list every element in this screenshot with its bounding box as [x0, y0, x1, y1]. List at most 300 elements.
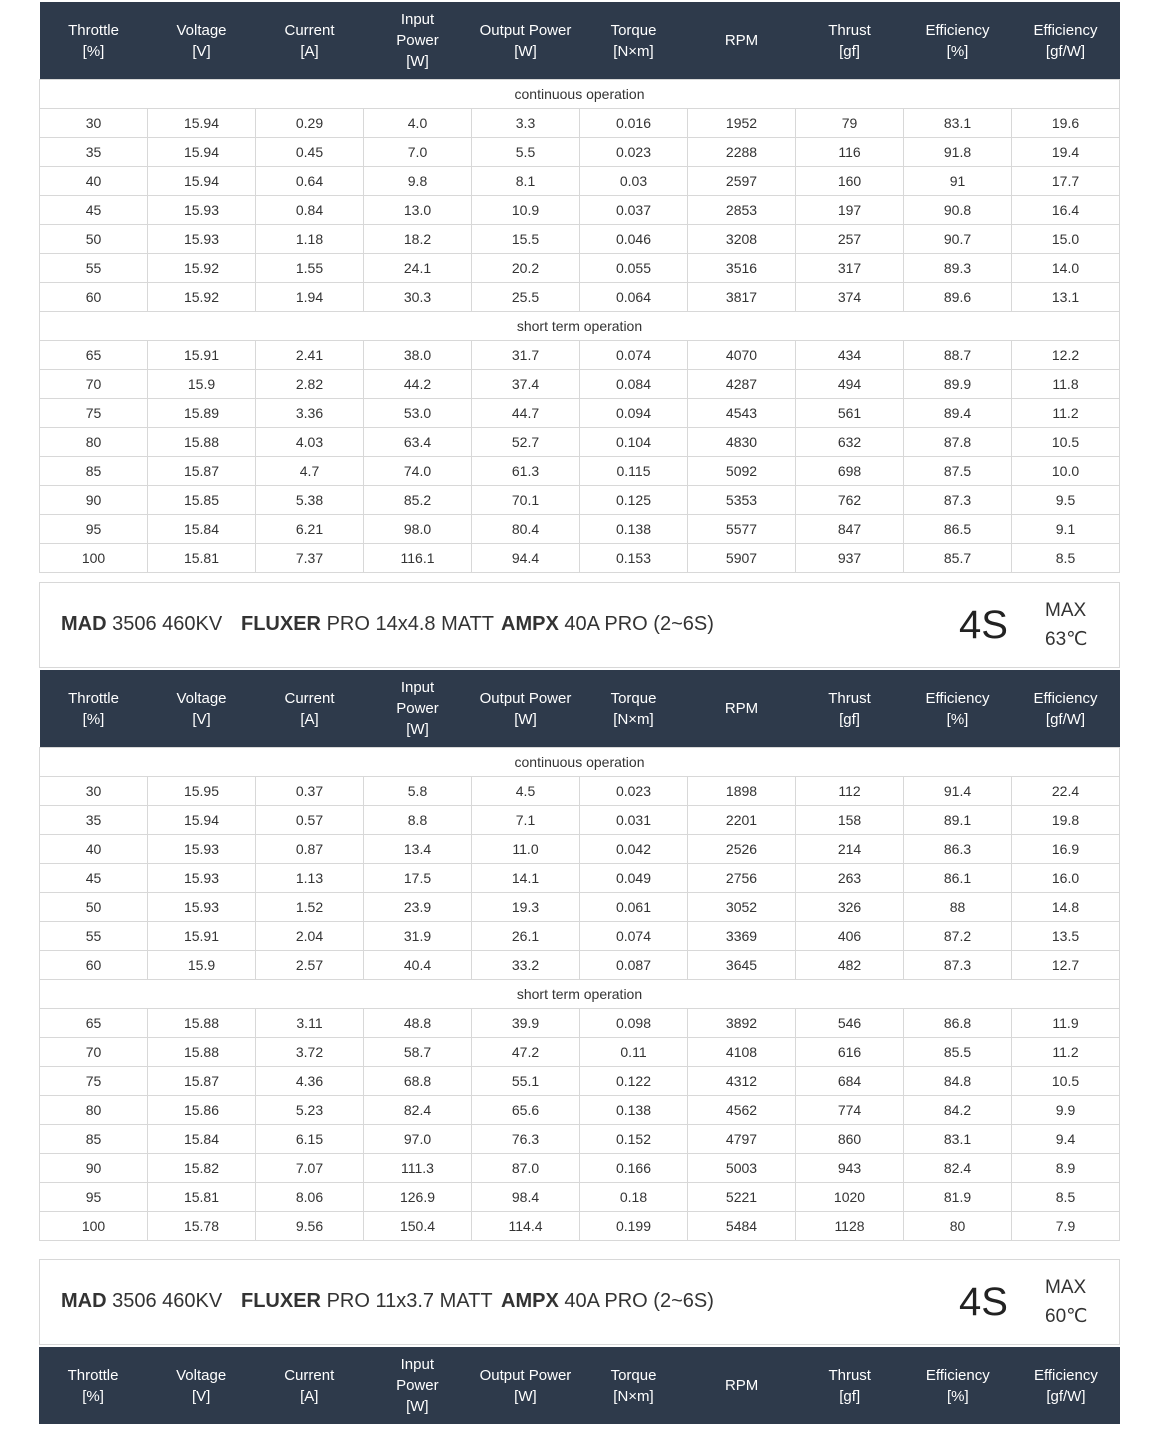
table-cell: 16.0	[1012, 864, 1120, 893]
section-row	[40, 748, 1120, 777]
table-cell: 5003	[688, 1154, 796, 1183]
table-cell: 5.5	[472, 138, 580, 167]
table-cell: 4.36	[256, 1067, 364, 1096]
table-cell: 0.074	[580, 922, 688, 951]
setup-banner-1	[39, 582, 1120, 668]
table-cell: 15.93	[148, 893, 256, 922]
prop-brand: FLUXER	[241, 1290, 321, 1312]
table-cell: 860	[796, 1125, 904, 1154]
table-cell: 90	[40, 1154, 148, 1183]
table-cell: 70.1	[472, 486, 580, 515]
table-cell: 47.2	[472, 1038, 580, 1067]
table-cell: 86.1	[904, 864, 1012, 893]
table-cell: 9.5	[1012, 486, 1120, 515]
table-cell: 0.084	[580, 370, 688, 399]
table-cell: 257	[796, 225, 904, 254]
max-temperature	[1045, 596, 1087, 654]
table-cell: 0.166	[580, 1154, 688, 1183]
table-cell: 1.52	[256, 893, 364, 922]
table-cell: 82.4	[904, 1154, 1012, 1183]
table-cell: 0.84	[256, 196, 364, 225]
table-cell: 15.89	[148, 399, 256, 428]
table-cell: 80	[40, 1096, 148, 1125]
table-cell: 10.0	[1012, 457, 1120, 486]
table-cell: 89.6	[904, 283, 1012, 312]
table-cell: 2597	[688, 167, 796, 196]
table-cell: 112	[796, 777, 904, 806]
table-cell: 15.78	[148, 1212, 256, 1241]
column-header: Torque [N×m]	[580, 670, 688, 748]
table-cell: 3817	[688, 283, 796, 312]
table-cell: 33.2	[472, 951, 580, 980]
table-cell: 2288	[688, 138, 796, 167]
section-row	[40, 980, 1120, 1009]
table-cell: 2756	[688, 864, 796, 893]
table-cell: 19.4	[1012, 138, 1120, 167]
table-cell: 0.042	[580, 835, 688, 864]
table-cell: 8.5	[1012, 1183, 1120, 1212]
section-label: short term operation	[40, 312, 1120, 341]
perf-table-1	[39, 2, 1120, 573]
section-label: continuous operation	[40, 80, 1120, 109]
column-header: Torque [N×m]	[579, 1347, 687, 1424]
table-row	[40, 1183, 1120, 1212]
table-cell: 0.11	[580, 1038, 688, 1067]
table-cell: 87.3	[904, 951, 1012, 980]
table-cell: 6.21	[256, 515, 364, 544]
table-cell: 15.9	[148, 370, 256, 399]
table-cell: 4.7	[256, 457, 364, 486]
table-cell: 15.81	[148, 1183, 256, 1212]
table-cell: 5092	[688, 457, 796, 486]
table-row	[40, 922, 1120, 951]
table-cell: 160	[796, 167, 904, 196]
table-cell: 1952	[688, 109, 796, 138]
table-cell: 44.7	[472, 399, 580, 428]
column-header: RPM	[688, 1347, 796, 1424]
table-cell: 7.0	[364, 138, 472, 167]
table-cell: 0.023	[580, 777, 688, 806]
table-cell: 17.7	[1012, 167, 1120, 196]
table-cell: 45	[40, 196, 148, 225]
table-cell: 86.8	[904, 1009, 1012, 1038]
table-cell: 4830	[688, 428, 796, 457]
column-header: Thrust [gf]	[796, 670, 904, 748]
prop-spec	[241, 613, 494, 636]
table-cell: 60	[40, 283, 148, 312]
table-cell: 4108	[688, 1038, 796, 1067]
table-cell: 15.88	[148, 428, 256, 457]
table-cell: 0.087	[580, 951, 688, 980]
table-cell: 13.5	[1012, 922, 1120, 951]
table-cell: 70	[40, 370, 148, 399]
table-cell: 98.4	[472, 1183, 580, 1212]
table-cell: 86.3	[904, 835, 1012, 864]
table-cell: 86.5	[904, 515, 1012, 544]
table-row	[40, 1154, 1120, 1183]
table-cell: 9.4	[1012, 1125, 1120, 1154]
prop-model: PRO 11x3.7 MATT	[326, 1290, 493, 1312]
table-cell: 79	[796, 109, 904, 138]
table-cell: 90	[40, 486, 148, 515]
motor-model: 3506 460KV	[112, 1290, 223, 1312]
table-cell: 11.0	[472, 835, 580, 864]
column-header: Thrust [gf]	[796, 2, 904, 80]
prop-model: PRO 14x4.8 MATT	[326, 613, 495, 635]
table-cell: 15.88	[148, 1009, 256, 1038]
table-cell: 3052	[688, 893, 796, 922]
esc-model: 40A PRO (2~6S)	[564, 613, 714, 635]
table-cell: 434	[796, 341, 904, 370]
prop-brand: FLUXER	[241, 613, 321, 635]
cell-count: 4S	[959, 1280, 1008, 1324]
table-cell: 95	[40, 515, 148, 544]
column-header: RPM	[688, 2, 796, 80]
esc-spec	[501, 1290, 714, 1313]
table-cell: 12.2	[1012, 341, 1120, 370]
table-cell: 1.18	[256, 225, 364, 254]
table-cell: 482	[796, 951, 904, 980]
table-row	[40, 370, 1120, 399]
table-cell: 561	[796, 399, 904, 428]
column-header: Current [A]	[255, 1347, 363, 1424]
table-cell: 11.2	[1012, 399, 1120, 428]
table-cell: 15.5	[472, 225, 580, 254]
table-cell: 5577	[688, 515, 796, 544]
table-cell: 0.074	[580, 341, 688, 370]
table-cell: 5.23	[256, 1096, 364, 1125]
table-cell: 126.9	[364, 1183, 472, 1212]
column-header: Voltage [V]	[148, 670, 256, 748]
table-cell: 40	[40, 167, 148, 196]
table-cell: 89.3	[904, 254, 1012, 283]
table-cell: 2.57	[256, 951, 364, 980]
table-cell: 15.94	[148, 167, 256, 196]
table-cell: 80	[40, 428, 148, 457]
table-cell: 84.8	[904, 1067, 1012, 1096]
table-cell: 53.0	[364, 399, 472, 428]
table-row	[40, 1125, 1120, 1154]
table-cell: 1.13	[256, 864, 364, 893]
table-cell: 16.4	[1012, 196, 1120, 225]
table-row	[40, 544, 1120, 573]
table-cell: 30.3	[364, 283, 472, 312]
table-cell: 91.8	[904, 138, 1012, 167]
table-cell: 4.0	[364, 109, 472, 138]
column-header: Efficiency [gf/W]	[1012, 670, 1120, 748]
table-row	[40, 893, 1120, 922]
table-cell: 82.4	[364, 1096, 472, 1125]
table-cell: 15.91	[148, 341, 256, 370]
table-cell: 15.82	[148, 1154, 256, 1183]
max-label: MAX	[1045, 600, 1087, 621]
perf-table-2	[39, 670, 1120, 1241]
table-cell: 15.85	[148, 486, 256, 515]
table-cell: 15.88	[148, 1038, 256, 1067]
max-label: MAX	[1045, 1277, 1087, 1298]
column-header: RPM	[688, 670, 796, 748]
table-cell: 22.4	[1012, 777, 1120, 806]
table-cell: 0.45	[256, 138, 364, 167]
prop-spec	[241, 1290, 493, 1313]
table-cell: 7.07	[256, 1154, 364, 1183]
table-cell: 19.3	[472, 893, 580, 922]
table-cell: 87.5	[904, 457, 1012, 486]
table-cell: 18.2	[364, 225, 472, 254]
table-row	[40, 1067, 1120, 1096]
motor-model: 3506 460KV	[112, 613, 223, 635]
section-label: short term operation	[40, 980, 1120, 1009]
table-cell: 85.7	[904, 544, 1012, 573]
table-cell: 15.94	[148, 109, 256, 138]
table-cell: 87.2	[904, 922, 1012, 951]
table-cell: 15.9	[148, 951, 256, 980]
table-cell: 9.8	[364, 167, 472, 196]
table-cell: 4.5	[472, 777, 580, 806]
table-row	[40, 951, 1120, 980]
table-cell: 88	[904, 893, 1012, 922]
esc-spec	[501, 613, 714, 636]
table-cell: 0.046	[580, 225, 688, 254]
table-cell: 1020	[796, 1183, 904, 1212]
table-cell: 23.9	[364, 893, 472, 922]
perf-table-1-wrap	[39, 2, 1120, 573]
column-header: Efficiency [%]	[904, 670, 1012, 748]
table-cell: 75	[40, 399, 148, 428]
column-header: Throttle [%]	[40, 670, 148, 748]
column-header: Thrust [gf]	[796, 1347, 904, 1424]
table-cell: 85.5	[904, 1038, 1012, 1067]
table-cell: 0.016	[580, 109, 688, 138]
table-cell: 81.9	[904, 1183, 1012, 1212]
table-cell: 97.0	[364, 1125, 472, 1154]
table-cell: 0.049	[580, 864, 688, 893]
table-cell: 88.7	[904, 341, 1012, 370]
table-cell: 116	[796, 138, 904, 167]
table-cell: 374	[796, 283, 904, 312]
table-cell: 90.8	[904, 196, 1012, 225]
section-label: continuous operation	[40, 748, 1120, 777]
table-cell: 87.0	[472, 1154, 580, 1183]
table-cell: 100	[40, 1212, 148, 1241]
table-cell: 3369	[688, 922, 796, 951]
table-cell: 4543	[688, 399, 796, 428]
table-cell: 116.1	[364, 544, 472, 573]
table-cell: 44.2	[364, 370, 472, 399]
table-cell: 91	[904, 167, 1012, 196]
table-cell: 19.6	[1012, 109, 1120, 138]
table-cell: 15.93	[148, 225, 256, 254]
table-cell: 40	[40, 835, 148, 864]
table-cell: 774	[796, 1096, 904, 1125]
table-row	[40, 399, 1120, 428]
table-cell: 80.4	[472, 515, 580, 544]
table-cell: 3.72	[256, 1038, 364, 1067]
table-cell: 0.094	[580, 399, 688, 428]
table-cell: 15.94	[148, 806, 256, 835]
table-row	[40, 835, 1120, 864]
table-cell: 31.9	[364, 922, 472, 951]
table-row	[40, 225, 1120, 254]
table-body	[40, 748, 1120, 1241]
table-cell: 0.87	[256, 835, 364, 864]
table-cell: 15.84	[148, 1125, 256, 1154]
table-cell: 5.8	[364, 777, 472, 806]
table-cell: 3.36	[256, 399, 364, 428]
table-cell: 8.9	[1012, 1154, 1120, 1183]
table-cell: 50	[40, 225, 148, 254]
table-cell: 0.138	[580, 1096, 688, 1125]
table-cell: 0.115	[580, 457, 688, 486]
table-cell: 39.9	[472, 1009, 580, 1038]
table-row	[40, 254, 1120, 283]
table-cell: 8.5	[1012, 544, 1120, 573]
column-header: Output Power [W]	[471, 1347, 579, 1424]
table-cell: 11.9	[1012, 1009, 1120, 1038]
table-cell: 1.94	[256, 283, 364, 312]
table-cell: 317	[796, 254, 904, 283]
table-cell: 494	[796, 370, 904, 399]
table-cell: 158	[796, 806, 904, 835]
perf-table-2-wrap	[39, 670, 1120, 1241]
table-cell: 7.1	[472, 806, 580, 835]
table-row	[40, 1009, 1120, 1038]
max-temp-value: 63℃	[1045, 629, 1088, 650]
table-cell: 0.18	[580, 1183, 688, 1212]
table-cell: 85.2	[364, 486, 472, 515]
max-temp-value: 60℃	[1045, 1306, 1088, 1327]
table-cell: 326	[796, 893, 904, 922]
column-header: Input Power [W]	[363, 1347, 471, 1424]
table-cell: 0.023	[580, 138, 688, 167]
table-cell: 52.7	[472, 428, 580, 457]
table-cell: 5353	[688, 486, 796, 515]
table-cell: 111.3	[364, 1154, 472, 1183]
table-cell: 15.84	[148, 515, 256, 544]
table-cell: 15.87	[148, 1067, 256, 1096]
table-cell: 84.2	[904, 1096, 1012, 1125]
table-cell: 150.4	[364, 1212, 472, 1241]
table-cell: 3.3	[472, 109, 580, 138]
table-cell: 87.3	[904, 486, 1012, 515]
table-cell: 0.64	[256, 167, 364, 196]
table-cell: 38.0	[364, 341, 472, 370]
table-cell: 2853	[688, 196, 796, 225]
table-cell: 616	[796, 1038, 904, 1067]
table-cell: 114.4	[472, 1212, 580, 1241]
table-cell: 10.5	[1012, 1067, 1120, 1096]
cell-count: 4S	[959, 603, 1008, 647]
table-cell: 698	[796, 457, 904, 486]
table-cell: 70	[40, 1038, 148, 1067]
table-cell: 80	[904, 1212, 1012, 1241]
table-cell: 1128	[796, 1212, 904, 1241]
table-cell: 55.1	[472, 1067, 580, 1096]
table-cell: 83.1	[904, 1125, 1012, 1154]
table-cell: 95	[40, 1183, 148, 1212]
column-header: Voltage [V]	[148, 2, 256, 80]
table-cell: 15.95	[148, 777, 256, 806]
table-cell: 40.4	[364, 951, 472, 980]
table-cell: 0.098	[580, 1009, 688, 1038]
table-cell: 37.4	[472, 370, 580, 399]
table-header	[39, 1347, 1120, 1424]
table-row	[40, 341, 1120, 370]
column-header: Current [A]	[256, 2, 364, 80]
table-row	[40, 196, 1120, 225]
table-cell: 16.9	[1012, 835, 1120, 864]
table-cell: 3892	[688, 1009, 796, 1038]
table-row	[40, 109, 1120, 138]
table-cell: 35	[40, 806, 148, 835]
table-cell: 0.138	[580, 515, 688, 544]
motor-spec	[61, 1290, 222, 1313]
table-cell: 0.57	[256, 806, 364, 835]
column-header: Output Power [W]	[472, 2, 580, 80]
table-cell: 0.031	[580, 806, 688, 835]
table-cell: 75	[40, 1067, 148, 1096]
table-row	[40, 806, 1120, 835]
table-cell: 11.2	[1012, 1038, 1120, 1067]
table-cell: 2526	[688, 835, 796, 864]
table-cell: 90.7	[904, 225, 1012, 254]
max-temperature	[1045, 1273, 1087, 1331]
table-cell: 0.37	[256, 777, 364, 806]
table-cell: 89.9	[904, 370, 1012, 399]
table-cell: 85	[40, 457, 148, 486]
table-cell: 0.104	[580, 428, 688, 457]
table-row	[40, 1096, 1120, 1125]
table-cell: 25.5	[472, 283, 580, 312]
table-cell: 7.37	[256, 544, 364, 573]
table-cell: 15.87	[148, 457, 256, 486]
section-row	[40, 312, 1120, 341]
table-cell: 546	[796, 1009, 904, 1038]
table-cell: 15.94	[148, 138, 256, 167]
table-cell: 58.7	[364, 1038, 472, 1067]
motor-spec	[61, 613, 222, 636]
table-cell: 65.6	[472, 1096, 580, 1125]
table-cell: 31.7	[472, 341, 580, 370]
table-cell: 0.03	[580, 167, 688, 196]
table-cell: 2.04	[256, 922, 364, 951]
table-cell: 17.5	[364, 864, 472, 893]
table-cell: 2201	[688, 806, 796, 835]
table-cell: 13.1	[1012, 283, 1120, 312]
table-cell: 10.9	[472, 196, 580, 225]
table-cell: 5907	[688, 544, 796, 573]
table-cell: 15.0	[1012, 225, 1120, 254]
table-cell: 15.93	[148, 196, 256, 225]
table-cell: 3516	[688, 254, 796, 283]
column-header: Input Power [W]	[364, 670, 472, 748]
table-cell: 2.41	[256, 341, 364, 370]
table-row	[40, 283, 1120, 312]
table-cell: 762	[796, 486, 904, 515]
table-cell: 15.86	[148, 1096, 256, 1125]
table-cell: 937	[796, 544, 904, 573]
table-cell: 11.8	[1012, 370, 1120, 399]
table-cell: 15.93	[148, 835, 256, 864]
table-cell: 61.3	[472, 457, 580, 486]
table-cell: 5221	[688, 1183, 796, 1212]
table-cell: 632	[796, 428, 904, 457]
table-cell: 2.82	[256, 370, 364, 399]
table-cell: 83.1	[904, 109, 1012, 138]
table-cell: 87.8	[904, 428, 1012, 457]
table-cell: 0.125	[580, 486, 688, 515]
table-cell: 24.1	[364, 254, 472, 283]
